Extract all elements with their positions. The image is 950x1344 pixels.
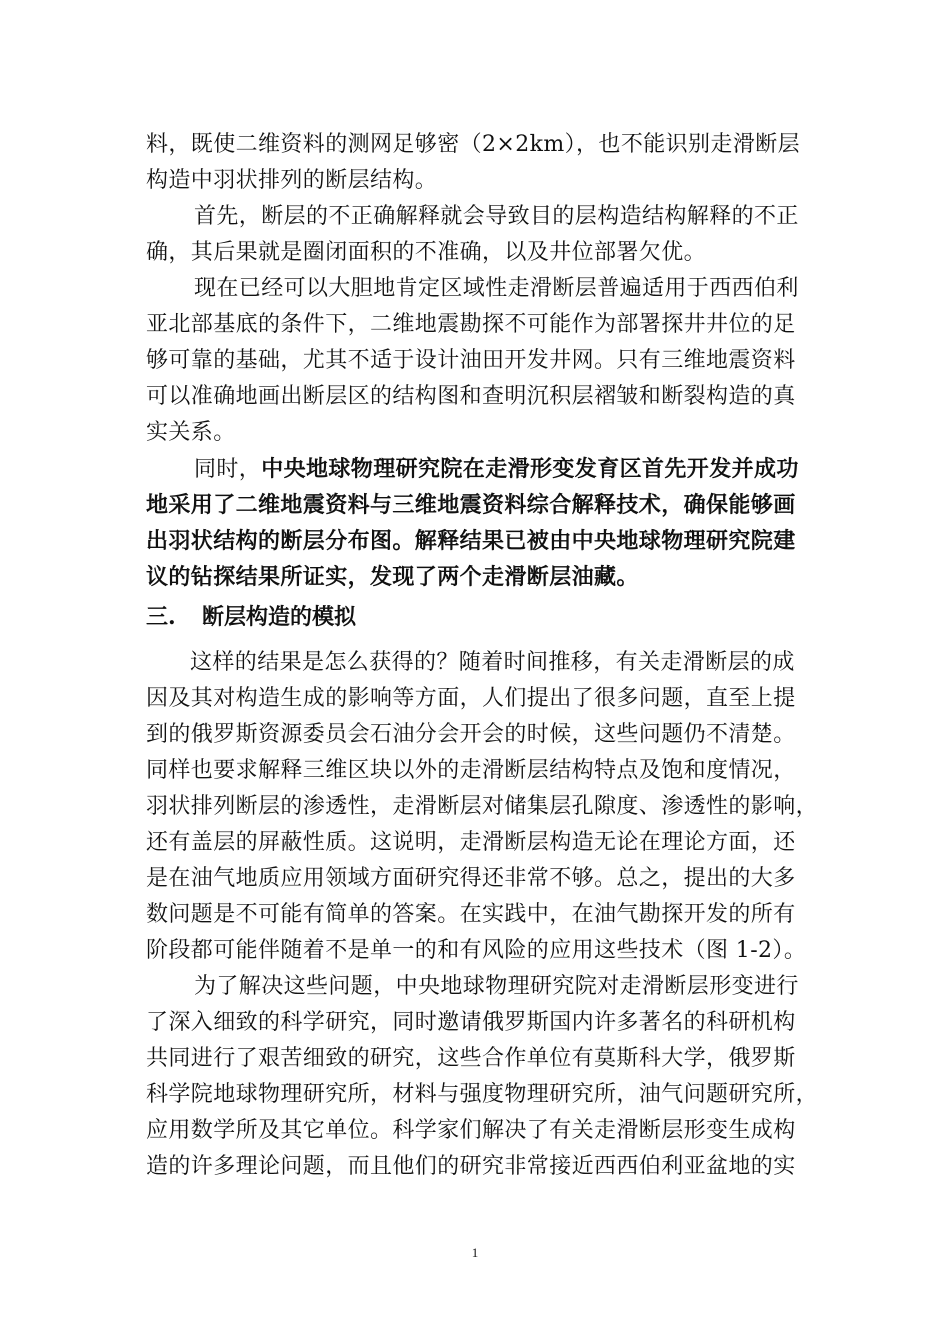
paragraph-1 — [146, 127, 818, 199]
text-line: 造的许多理论问题，而且他们的研究非常接近西西伯利亚盆地的实 — [146, 1154, 796, 1179]
paragraph-3 — [146, 271, 818, 451]
section-number: 三. — [146, 604, 176, 630]
text-line: 料，既使二维资料的测网足够密（2×2km），也不能识别走滑断层 — [146, 132, 801, 157]
section-heading — [146, 599, 818, 635]
paragraph-4 — [146, 451, 818, 595]
text-line: 应用数学所及其它单位。科学家们解决了有关走滑断层形变生成构 — [146, 1118, 796, 1143]
text-line: 同样也要求解释三维区块以外的走滑断层结构特点及饱和度情况， — [146, 758, 796, 783]
text-line: 是在油气地质应用领域方面研究得还非常不够。总之，提出的大多 — [146, 866, 796, 891]
text-line: 亚北部基底的条件下，二维地震勘探不可能作为部署探井井位的足 — [146, 312, 796, 337]
document-body — [146, 127, 818, 1185]
paragraph-2 — [146, 199, 818, 271]
page-number: 1 — [471, 1245, 479, 1260]
text-line: 可以准确地画出断层区的结构图和查明沉积层褶皱和断裂构造的真 — [146, 384, 796, 409]
paragraph-lead-text: 同时， — [194, 457, 262, 482]
bold-text: 中央地球物理研究院在走滑形变发育区首先开发并成功 — [261, 456, 799, 482]
text-line: 到的俄罗斯资源委员会石油分会开会的时候，这些问题仍不清楚。 — [146, 722, 796, 747]
text-line: 羽状排列断层的渗透性，走滑断层对储集层孔隙度、渗透性的影响， — [146, 794, 819, 819]
text-line: 确，其后果就是圈闭面积的不准确，以及井位部署欠优。 — [146, 240, 707, 265]
text-line: 阶段都可能伴随着不是单一的和有风险的应用这些技术（图 1-2）。 — [146, 938, 807, 963]
text-line: 首先，断层的不正确解释就会导致目的层构造结构解释的不正 — [194, 204, 799, 229]
text-line: 共同进行了艰苦细致的研究，这些合作单位有莫斯科大学，俄罗斯 — [146, 1046, 796, 1071]
text-line: 还有盖层的屏蔽性质。这说明，走滑断层构造无论在理论方面，还 — [146, 830, 796, 855]
text-line: 实关系。 — [146, 420, 236, 445]
text-line: 构造中羽状排列的断层结构。 — [146, 168, 438, 193]
text-line: 现在已经可以大胆地肯定区域性走滑断层普遍适用于西西伯利 — [194, 276, 799, 301]
text-line: 这样的结果是怎么获得的？随着时间推移，有关走滑断层的成 — [190, 650, 795, 675]
text-line — [146, 451, 818, 487]
text-line: 因及其对构造生成的影响等方面，人们提出了很多问题，直至上提 — [146, 686, 796, 711]
text-line: 议的钻探结果所证实，发现了两个走滑断层油藏。 — [146, 564, 639, 590]
text-line: 科学院地球物理研究所，材料与强度物理研究所，油气问题研究所， — [146, 1082, 819, 1107]
text-line: 地采用了二维地震资料与三维地震资料综合解释技术，确保能够画 — [146, 492, 796, 518]
paragraph-6 — [146, 969, 818, 1185]
text-line: 了深入细致的科学研究，同时邀请俄罗斯国内许多著名的科研机构 — [146, 1010, 796, 1035]
section-title: 断层构造的模拟 — [202, 604, 357, 630]
text-line: 够可靠的基础，尤其不适于设计油田开发井网。只有三维地震资料 — [146, 348, 796, 373]
text-line: 数问题是不可能有简单的答案。在实践中，在油气勘探开发的所有 — [146, 902, 796, 927]
text-line: 出羽状结构的断层分布图。解释结果已被由中央地球物理研究院建 — [146, 528, 796, 554]
text-line: 为了解决这些问题，中央地球物理研究院对走滑断层形变进行 — [194, 974, 799, 999]
paragraph-5 — [146, 645, 818, 969]
